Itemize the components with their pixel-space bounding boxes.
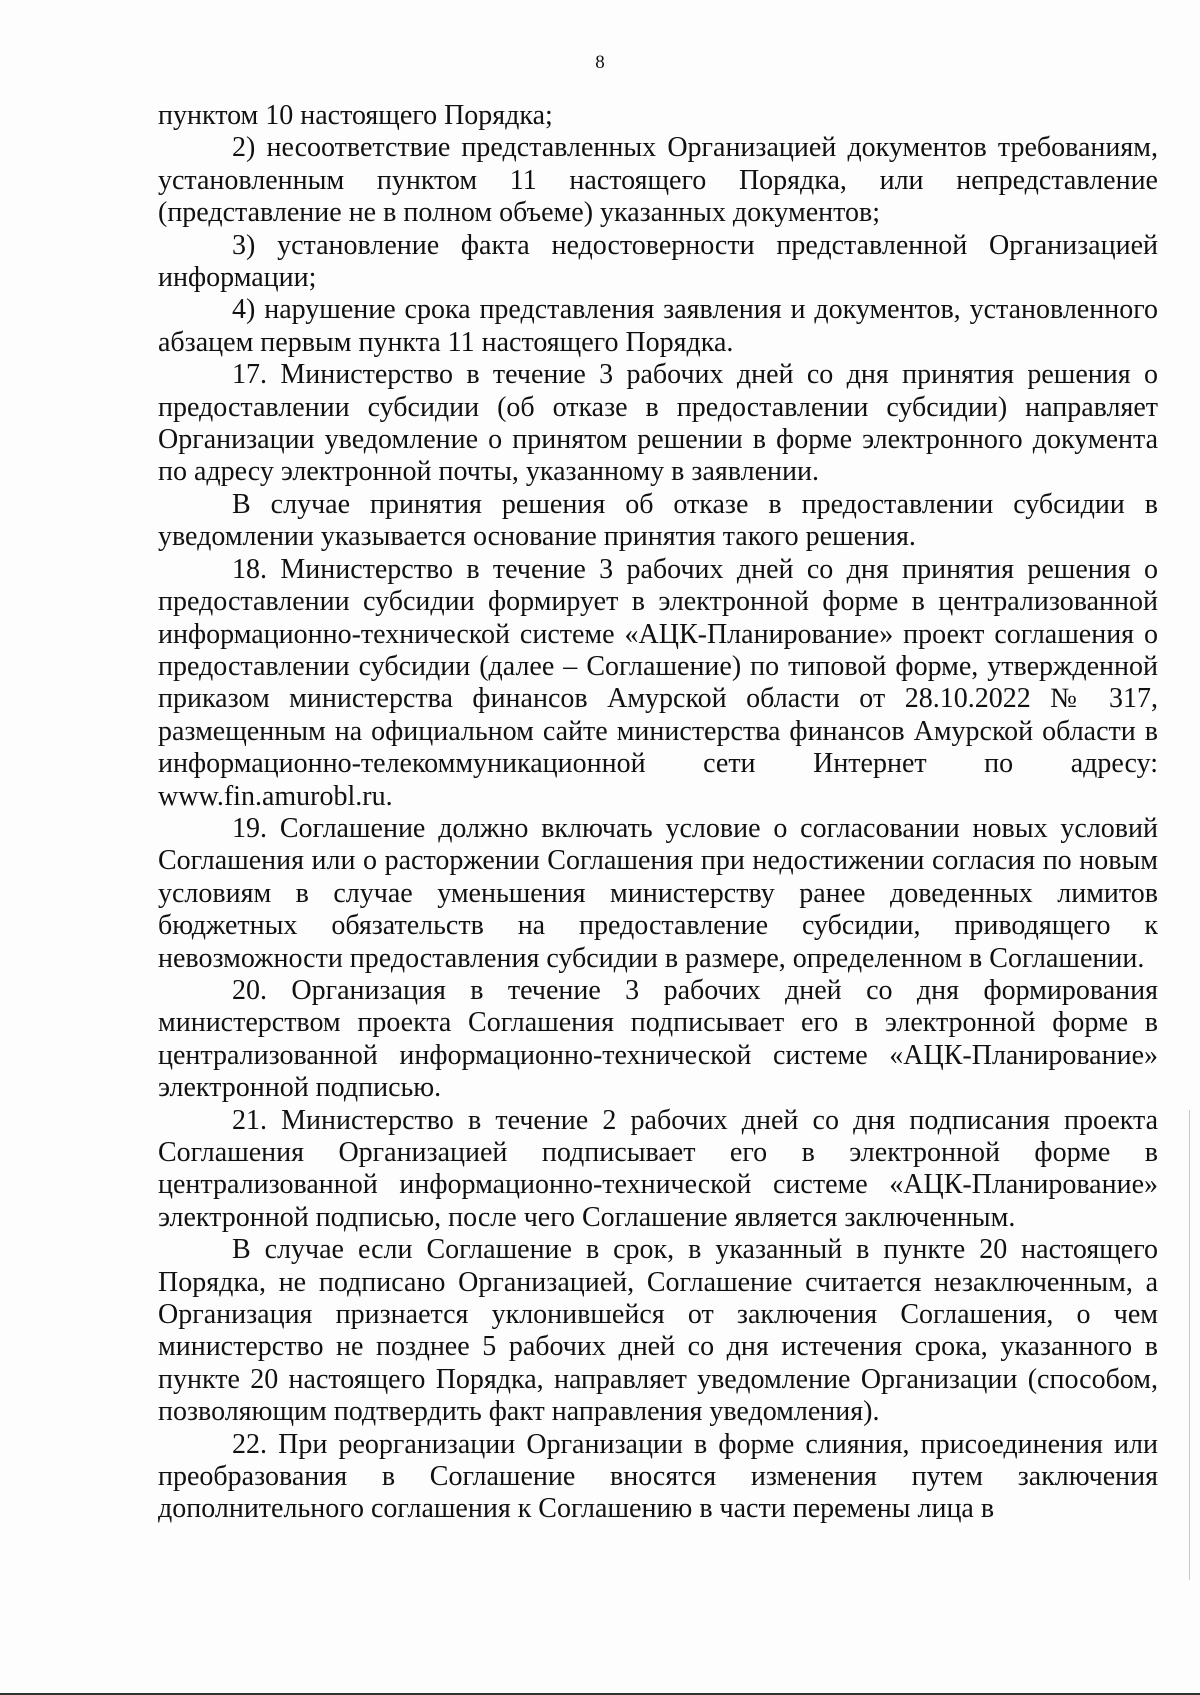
paragraph: В случае принятия решения об отказе в предоставлении субсидии в уведомлении указывается основание принятия такого решения. xyxy=(158,488,1158,553)
scan-edge-line xyxy=(1189,1110,1190,1580)
paragraph: 19. Соглашение должно включать условие о согласовании новых условий Соглашения или о расторжении Соглашения при недостижении согласия по новым условиям в случае уменьшения министерству ранее доведенных лимитов бюджетных обязательств на предоставление субсидии, приводящего к невозможности предоставления субсидии в размере, определенном в Соглашении. xyxy=(158,812,1158,974)
paragraph: 18. Министерство в течение 3 рабочих дней со дня принятия решения о предоставлении субсидии формирует в электронной форме в централизованной информационно-технической системе «АЦК-Планирование» проект соглашения о предоставлении субсидии (далее – Соглашение) по типовой форме, утвержденной приказом министерства финансов Амурской области от 28.10.2022 № 317, размещенным на официальном сайте министерства финансов Амурской области в информационно-телекоммуникационной сети Интернет по адресу: www.fin.amurobl.ru. xyxy=(158,553,1158,812)
paragraph: В случае если Соглашение в срок, в указанный в пункте 20 настоящего Порядка, не подписано Организацией, Соглашение считается незаключенным, а Организация признается уклонившейся от заключения Соглашения, о чем министерство не позднее 5 рабочих дней со дня истечения срока, указанного в пункте 20 настоящего Порядка, направляет уведомление Организации (способом, позволяющим подтвердить факт направления уведомления). xyxy=(158,1234,1158,1428)
document-body xyxy=(158,100,1158,1526)
paragraph: 4) нарушение срока представления заявления и документов, установленного абзацем первым пункта 11 настоящего Порядка. xyxy=(158,294,1158,358)
paragraph: 22. При реорганизации Организации в форме слияния, присоединения или преобразования в Соглашение вносятся изменения путем заключения дополнительного соглашения к Соглашению в части перемены лица в xyxy=(158,1428,1158,1525)
page-number: 8 xyxy=(595,52,605,73)
paragraph: пунктом 10 настоящего Порядка; xyxy=(158,100,553,131)
paragraph: 2) несоответствие представленных Организацией документов требованиям, установленным пунктом 11 настоящего Порядка, или непредставление (представление не в полном объеме) указанных документов; xyxy=(158,132,1158,229)
paragraph: 20. Организация в течение 3 рабочих дней со дня формирования министерством проекта Соглашения подписывает его в электронной форме в централизованной информационно-технической системе «АЦК-Планирование» электронной подписью. xyxy=(158,974,1158,1104)
paragraph: 3) установление факта недостоверности представленной Организацией информации; xyxy=(158,229,1158,294)
paragraph: 17. Министерство в течение 3 рабочих дней со дня принятия решения о предоставлении субсидии (об отказе в предоставлении субсидии) направляет Организации уведомление о принятом решении в форме электронного документа по адресу электронной почты, указанному в заявлении. xyxy=(158,359,1158,488)
paragraph: 21. Министерство в течение 2 рабочих дней со дня подписания проекта Соглашения Организацией подписывает его в электронной форме в централизованной информационно-технической системе «АЦК-Планирование» электронной подписью, после чего Соглашение является заключенным. xyxy=(158,1104,1158,1233)
